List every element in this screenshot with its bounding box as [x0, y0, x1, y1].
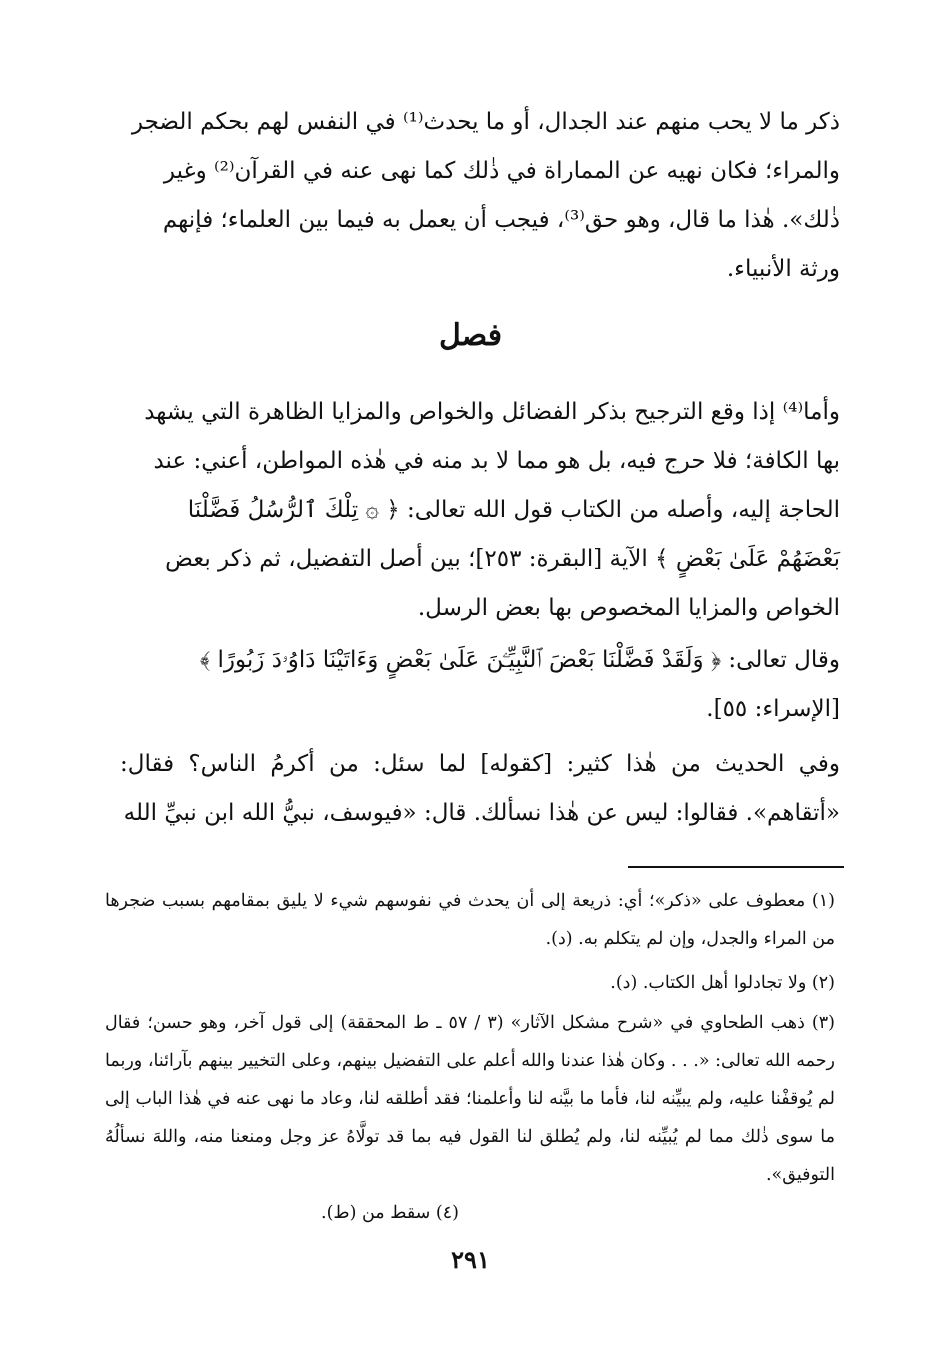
footnote-text: (٣) ذهب الطحاوي في «شرح مشكل الآثار» (٣ / ٥٧ ـ ط المحققة) إلى قول آخر، وهو حسن؛ فقال رحمه الله تعالى: «. . . وكان هٰذا عندنا والله أعلم على التفضيل بينهم، وعلى التخيير بينهم بآرائنا، وربما لم يُوقفْنا عليه، ولم يبيِّنه لنا، فأما ما بيَّنه لنا وأعلمنا؛ فقد أطلقه لنا، وعاد ما نهى عنه في هٰذا الباب إلى ما سوى ذٰلك مما لم يُبيِّنه لنا، ولم يُطلق لنا القول فيه بما قد تولَّاهُ عز وجل ومنعنا منه، واللهَ نسألُهُ التوفيق».	[105, 1013, 835, 1185]
footnote-text: (٢) ولا تجادلوا أهل الكتاب. (د).	[610, 973, 835, 993]
paragraph-text: وأما⁽⁴⁾ إذا وقع الترجيح بذكر الفضائل والخواص والمزايا الظاهرة التي يشهد بها الكافة؛ فلا حرج فيه، بل هو مما لا بد منه في هٰذه المواطن، أعني: عند الحاجة إليه، وأصله من الكتاب قول الله تعالى: ﴿ ۞ تِلْكَ ٱلرُّسُلُ فَضَّلْنَا بَعْضَهُمْ عَلَىٰ بَعْضٍ ﴾ الآية [البقرة: ٢٥٣]؛ بين أصل التفضيل، ثم ذكر بعض الخواص والمزايا المخصوص بها بعض الرسل.	[144, 399, 840, 621]
footnote-separator	[628, 866, 844, 868]
footnote-text: (١) معطوف على «ذكر»؛ أي: ذريعة إلى أن يحدث في نفوسهم شيء لا يليق بمقامهم بسبب ضجرها من المراء والجدل، وإن لم يتكلم به. (د).	[105, 891, 835, 949]
paragraph-text: وقال تعالى: ﴿ وَلَقَدْ فَضَّلْنَا بَعْضَ ٱلنَّبِيِّـۧنَ عَلَىٰ بَعْضٍ وَءَاتَيْنَا دَاوُۥدَ زَبُورًا ﴾ [الإسراء: ٥٥].	[200, 647, 840, 722]
page-number: ٢٩١	[451, 1245, 490, 1274]
body-paragraph-2	[120, 388, 840, 633]
footnote-2	[105, 964, 835, 1002]
footnote-1	[105, 882, 835, 958]
section-heading: فصل	[438, 318, 503, 353]
footnote-4: (٤) سقط من (ط).	[321, 1203, 459, 1223]
paragraph-text: وفي الحديث من هٰذا كثير: [كقوله] لما سئل: من أكرمُ الناس؟ فقال: «أتقاهم». فقالوا: ليس عن هٰذا نسألك. قال: «فيوسف، نبيُّ الله ابن نبيِّ الله	[120, 751, 840, 826]
footnote-3	[105, 1004, 835, 1232]
body-paragraph-4	[120, 740, 840, 838]
body-paragraph-1	[120, 98, 840, 294]
paragraph-text: ذكر ما لا يحب منهم عند الجدال، أو ما يحدث⁽¹⁾ في النفس لهم بحكم الضجر والمراء؛ فكان نهيه عن المماراة في ذٰلك كما نهى عنه في القرآن⁽²⁾ وغير ذٰلك». هٰذا ما قال، وهو حق⁽³⁾، فيجب أن يعمل به فيما بين العلماء؛ فإنهم ورثة الأنبياء.	[131, 109, 840, 282]
body-paragraph-3	[120, 636, 840, 734]
